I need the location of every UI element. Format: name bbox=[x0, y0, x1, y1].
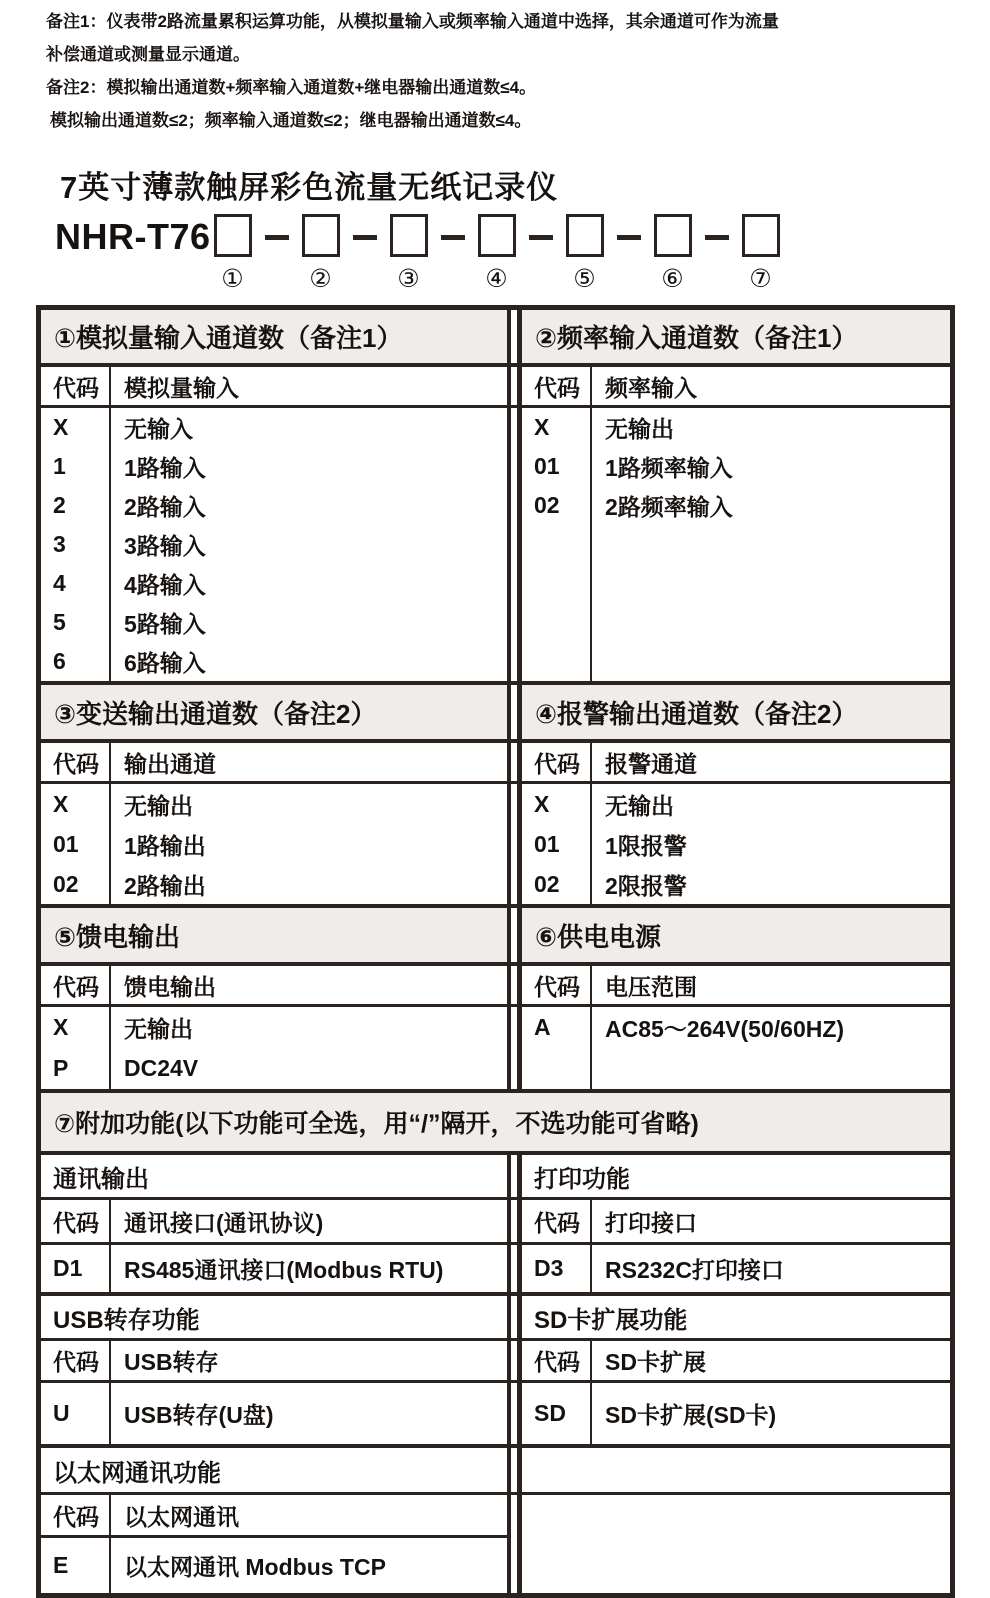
section-3-colhead bbox=[41, 743, 511, 781]
position-number-5: ⑤ bbox=[573, 265, 596, 293]
subsection-print-row bbox=[517, 1245, 950, 1292]
note-line-3: 备注2：模拟输出通道数+频率输入通道数+继电器输出通道数≤4。 bbox=[46, 78, 537, 97]
code-cell: A bbox=[522, 1007, 592, 1089]
table-row bbox=[41, 1296, 950, 1341]
model-prefix: NHR-T76 bbox=[55, 216, 211, 257]
code-cell: SD bbox=[522, 1383, 592, 1444]
note-line-2: 补偿通道或测量显示通道。 bbox=[46, 45, 250, 64]
notes-block bbox=[0, 0, 990, 137]
digit-box-icon bbox=[390, 214, 428, 257]
section-6-header: ⑥供电电源 bbox=[517, 908, 950, 962]
section-6-colhead bbox=[517, 966, 950, 1004]
section-5-body bbox=[41, 1007, 511, 1089]
table-row bbox=[41, 1007, 950, 1093]
desc-header-cell: 以太网通讯 bbox=[124, 1503, 239, 1530]
digit-box-icon bbox=[214, 214, 252, 257]
position-number-1: ① bbox=[221, 265, 244, 293]
desc-cell: 以太网通讯 Modbus TCP bbox=[124, 1554, 386, 1580]
table-row bbox=[41, 1448, 950, 1495]
subsection-ethernet-header: 以太网通讯功能 bbox=[41, 1448, 511, 1492]
position-number-7: ⑦ bbox=[749, 265, 772, 293]
digit-box-icon bbox=[742, 214, 780, 257]
code-cell: D1 bbox=[41, 1245, 111, 1292]
desc-cell: 无输出 DC24V bbox=[124, 1016, 199, 1081]
section-2-colhead bbox=[517, 367, 950, 405]
code-header-cell: 代码 bbox=[522, 1341, 592, 1380]
section-3-header: ③变送输出通道数（备注2） bbox=[41, 685, 511, 739]
desc-cell: 无输出 1路频率输入 2路频率输入 bbox=[605, 416, 733, 520]
code-cell: X 01 02 bbox=[522, 784, 592, 904]
desc-cell: USB转存(U盘) bbox=[124, 1402, 274, 1428]
table-row bbox=[41, 1495, 950, 1593]
code-header-cell: 代码 bbox=[522, 743, 592, 781]
model-slot-5 bbox=[566, 214, 604, 292]
section-6-body bbox=[517, 1007, 950, 1089]
subsection-usb-colhead bbox=[41, 1341, 511, 1380]
desc-header-cell: 电压范围 bbox=[605, 973, 697, 1000]
model-slot-6 bbox=[654, 214, 692, 292]
subsection-comm-header: 通讯输出 bbox=[41, 1155, 511, 1197]
table-row bbox=[41, 367, 950, 408]
subsection-sd-header: SD卡扩展功能 bbox=[517, 1296, 950, 1338]
subsection-ethernet-body bbox=[41, 1495, 511, 1593]
dash-separator-icon bbox=[353, 235, 377, 240]
subsection-print-header: 打印功能 bbox=[517, 1155, 950, 1197]
dash-separator-icon bbox=[705, 235, 729, 240]
desc-header-cell: USB转存 bbox=[124, 1349, 219, 1375]
model-slot-4 bbox=[478, 214, 516, 292]
code-header-cell: 代码 bbox=[41, 1495, 111, 1535]
code-header-cell: 代码 bbox=[522, 1200, 592, 1242]
desc-header-cell: 馈电输出 bbox=[124, 973, 216, 1000]
subsection-comm-colhead bbox=[41, 1200, 511, 1242]
table-row bbox=[41, 743, 950, 784]
empty-cell bbox=[517, 1448, 950, 1492]
table-row bbox=[41, 1341, 950, 1383]
code-cell: X 01 02 bbox=[41, 784, 111, 904]
table-row bbox=[41, 908, 950, 966]
desc-cell: 无输出 1限报警 2限报警 bbox=[605, 792, 687, 899]
desc-cell: RS485通讯接口(Modbus RTU) bbox=[124, 1257, 444, 1283]
digit-box-icon bbox=[654, 214, 692, 257]
section-7-header: ⑦附加功能(以下功能可全选，用“/”隔开，不选功能可省略) bbox=[41, 1093, 950, 1151]
code-cell: X 1 2 3 4 5 6 bbox=[41, 408, 111, 681]
position-number-2: ② bbox=[309, 265, 332, 293]
code-cell: X P bbox=[41, 1007, 111, 1089]
section-2-header: ②频率输入通道数（备注1） bbox=[517, 310, 950, 363]
section-4-colhead bbox=[517, 743, 950, 781]
code-cell: X 01 02 bbox=[522, 408, 592, 681]
position-number-3: ③ bbox=[397, 265, 420, 293]
empty-cell bbox=[517, 1495, 950, 1593]
section-4-header: ④报警输出通道数（备注2） bbox=[517, 685, 950, 739]
code-cell: U bbox=[41, 1383, 111, 1444]
table-row bbox=[41, 966, 950, 1007]
subsection-ethernet-colhead bbox=[41, 1495, 507, 1538]
code-header-cell: 代码 bbox=[41, 367, 111, 405]
dash-separator-icon bbox=[529, 235, 553, 240]
desc-header-cell: 模拟量输入 bbox=[124, 374, 239, 401]
section-1-header: ①模拟量输入通道数（备注1） bbox=[41, 310, 511, 363]
table-row bbox=[41, 1093, 950, 1155]
code-header-cell: 代码 bbox=[41, 743, 111, 781]
subsection-usb-row bbox=[41, 1383, 511, 1444]
position-number-4: ④ bbox=[485, 265, 508, 293]
code-cell: D3 bbox=[522, 1245, 592, 1292]
digit-box-icon bbox=[302, 214, 340, 257]
subsection-print-colhead bbox=[517, 1200, 950, 1242]
section-3-body bbox=[41, 784, 511, 904]
code-header-cell: 代码 bbox=[41, 1200, 111, 1242]
code-header-cell: 代码 bbox=[41, 1341, 111, 1380]
section-5-header: ⑤馈电输出 bbox=[41, 908, 511, 962]
desc-cell: 无输出 1路输出 2路输出 bbox=[124, 792, 206, 899]
code-header-cell: 代码 bbox=[41, 966, 111, 1004]
table-row bbox=[41, 784, 950, 908]
table-row bbox=[41, 1200, 950, 1245]
model-slot-3 bbox=[390, 214, 428, 292]
table-row bbox=[41, 1383, 950, 1448]
desc-cell: AC85～264V(50/60HZ) bbox=[605, 1016, 845, 1042]
code-header-cell: 代码 bbox=[522, 367, 592, 405]
table-row bbox=[41, 310, 950, 367]
table-row bbox=[41, 1245, 950, 1296]
section-5-colhead bbox=[41, 966, 511, 1004]
note-line-1: 备注1：仪表带2路流量累积运算功能，从模拟量输入或频率输入通道中选择，其余通道可作为流量 bbox=[46, 12, 779, 31]
product-title: 7英寸薄款触屏彩色流量无纸记录仪 bbox=[60, 170, 559, 205]
section-1-body bbox=[41, 408, 511, 681]
section-4-body bbox=[517, 784, 950, 904]
desc-header-cell: 通讯接口(通讯协议) bbox=[124, 1209, 324, 1236]
position-number-6: ⑥ bbox=[661, 265, 684, 293]
dash-separator-icon bbox=[265, 235, 289, 240]
model-slot-1 bbox=[214, 214, 252, 292]
desc-header-cell: 输出通道 bbox=[124, 750, 216, 777]
ordering-code-table bbox=[36, 305, 955, 1598]
digit-box-icon bbox=[478, 214, 516, 257]
desc-header-cell: 打印接口 bbox=[605, 1209, 697, 1236]
desc-header-cell: 频率输入 bbox=[605, 374, 697, 401]
subsection-comm-row bbox=[41, 1245, 511, 1292]
model-slot-2 bbox=[302, 214, 340, 292]
subsection-ethernet-row bbox=[41, 1538, 507, 1593]
table-row bbox=[41, 408, 950, 685]
section-1-colhead bbox=[41, 367, 511, 405]
table-row bbox=[41, 1155, 950, 1200]
desc-cell: SD卡扩展(SD卡) bbox=[605, 1402, 777, 1428]
subsection-usb-header: USB转存功能 bbox=[41, 1296, 511, 1338]
section-2-body bbox=[517, 408, 950, 681]
code-cell: E bbox=[41, 1538, 111, 1593]
subsection-sd-colhead bbox=[517, 1341, 950, 1380]
desc-cell: RS232C打印接口 bbox=[605, 1257, 784, 1283]
desc-cell: 无输入 1路输入 2路输入 3路输入 4路输入 5路输入 6路输入 bbox=[124, 416, 206, 676]
desc-header-cell: SD卡扩展 bbox=[605, 1349, 706, 1375]
subsection-sd-row bbox=[517, 1383, 950, 1444]
dash-separator-icon bbox=[617, 235, 641, 240]
desc-header-cell: 报警通道 bbox=[605, 750, 697, 777]
model-code-diagram bbox=[55, 214, 990, 292]
table-row bbox=[41, 685, 950, 743]
code-header-cell: 代码 bbox=[522, 966, 592, 1004]
digit-box-icon bbox=[566, 214, 604, 257]
dash-separator-icon bbox=[441, 235, 465, 240]
note-line-4: 模拟输出通道数≤2；频率输入通道数≤2；继电器输出通道数≤4。 bbox=[50, 111, 532, 130]
model-slot-7 bbox=[742, 214, 780, 292]
